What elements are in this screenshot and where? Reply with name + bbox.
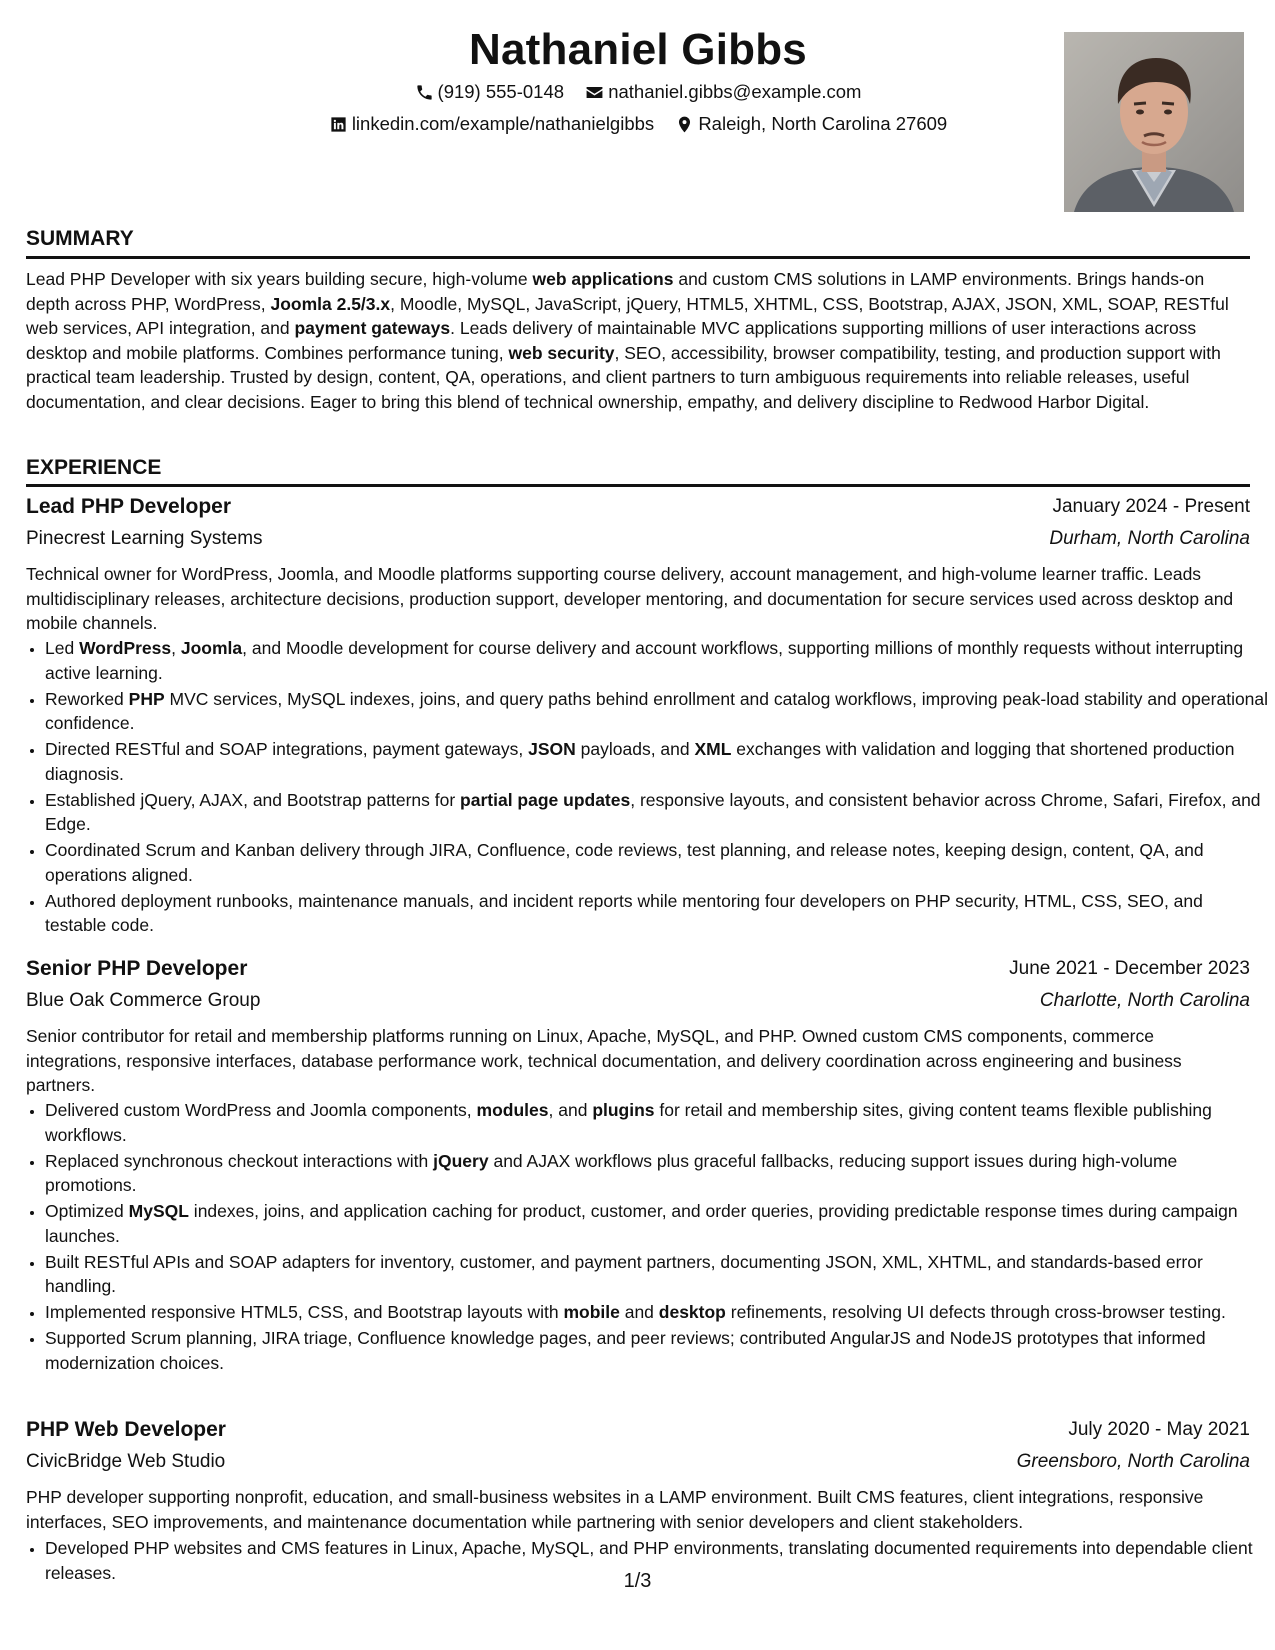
bullet-item: • Delivered custom WordPress and Joomla components, modules, and plugins for retail and membership sites, giving content teams flexible publishing workflows. (45, 1098, 1269, 1147)
job-location: Greensboro, North Carolina (1016, 1451, 1250, 1472)
map-pin-icon (675, 115, 694, 134)
emphasized-keyword: Joomla (180, 638, 243, 658)
emphasized-keyword: WordPress (79, 638, 172, 658)
emphasized-keyword: web security (508, 342, 615, 363)
summary-heading: SUMMARY (26, 227, 134, 250)
emphasized-keyword: modules (476, 1100, 549, 1120)
job-bullets (26, 1098, 1269, 1377)
bullet-item: • Established jQuery, AJAX, and Bootstrap patterns for partial page updates, responsive layouts, and consistent behavior across Chrome, Safari, Firefox, and Edge. (45, 788, 1269, 837)
summary-divider (26, 256, 1250, 259)
emphasized-keyword: jQuery (433, 1150, 489, 1171)
emphasized-keyword: web applications (532, 269, 674, 289)
linkedin-contact[interactable] (329, 111, 654, 137)
email-contact[interactable] (585, 79, 861, 105)
job-description: PHP developer supporting nonprofit, education, and small-business websites in a LAMP environment. Built CMS features, client integrations, responsive interfaces, SEO improvements, and maintenance documentation while partnering with senior developers and client stakeholders. (26, 1487, 1204, 1532)
job-dates: June 2021 - December 2023 (1009, 958, 1250, 979)
job-title: PHP Web Developer (26, 1418, 226, 1441)
email-text[interactable]: nathaniel.gibbs@example.com (608, 81, 862, 102)
emphasized-keyword: payment gateways (294, 318, 451, 338)
emphasized-keyword: plugins (592, 1100, 655, 1120)
job-description: Senior contributor for retail and membership platforms running on Linux, Apache, MySQL, and PHP. Owned custom CMS components, commerce integrations, responsive interfaces, database performance work, technical documentation, and delivery coordination across engineering and business partners. (26, 1026, 1182, 1095)
summary-text: Lead PHP Developer with six years building secure, high-volume web applications and custom CMS solutions in LAMP environments. Brings hands-on depth across PHP, WordPress, Joomla 2.5/3.x, Moodle, MySQL, JavaScript, jQuery, HTML5, XHTML, CSS, Bootstrap, AJAX, JSON, XML, SOAP, RESTful web services, API integration, and payment gateways. Leads delivery of maintainable MVC applications supporting millions of user interactions across desktop and mobile platforms. Combines performance tuning, web security, SEO, accessibility, browser compatibility, testing, and production support with practical team leadership. Trusted by design, content, QA, operations, and client partners to turn ambiguous requirements into reliable releases, useful documentation, and clear decisions. Eager to bring this blend of technical ownership, empathy, and delivery discipline to Redwood Harbor Digital. (26, 269, 1229, 412)
emphasized-keyword: PHP (128, 688, 165, 709)
bullet-item: • Replaced synchronous checkout interactions with jQuery and AJAX workflows plus graceful fallbacks, reducing support issues during high-volume promotions. (45, 1149, 1269, 1198)
portrait-illustration (1064, 32, 1244, 212)
job-company: Pinecrest Learning Systems (26, 528, 263, 549)
emphasized-keyword: XML (694, 739, 732, 759)
job-location: Charlotte, North Carolina (1039, 990, 1250, 1011)
candidate-name: Nathaniel Gibbs (469, 25, 807, 74)
bullet-item: • Led WordPress, Joomla, and Moodle development for course delivery and account workflows, supporting millions of monthly requests without interrupting active learning. (45, 636, 1269, 685)
job-description: Technical owner for WordPress, Joomla, and Moodle platforms supporting course delivery, account management, and high-volume learner traffic. Leads multidisciplinary releases, architecture decisions, production support, developer mentoring, and documentation for secure services used across desktop and mobile channels. (26, 564, 1234, 633)
job-bullets (26, 636, 1269, 939)
envelope-icon (585, 83, 604, 102)
linkedin-icon (329, 115, 348, 134)
bullet-item: • Built RESTful APIs and SOAP adapters for inventory, customer, and payment partners, documenting JSON, XML, XHTML, and standards-based error handling. (45, 1250, 1269, 1299)
bullet-item: • Directed RESTful and SOAP integrations, payment gateways, JSON payloads, and XML exchanges with validation and logging that shortened production diagnosis. (45, 737, 1269, 786)
bullet-item: • Reworked PHP MVC services, MySQL indexes, joins, and query paths behind enrollment and catalog workflows, improving peak-load stability and operational confidence. (45, 687, 1269, 736)
bullet-item: • Authored deployment runbooks, maintenance manuals, and incident reports while mentoring four developers on PHP security, HTML, CSS, SEO, and testable code. (45, 889, 1269, 938)
location-text: Raleigh, North Carolina 27609 (698, 113, 948, 134)
job-title: Senior PHP Developer (26, 957, 248, 980)
emphasized-keyword: mobile (563, 1302, 620, 1322)
experience-divider (26, 484, 1250, 487)
emphasized-keyword: MySQL (128, 1201, 189, 1221)
job-dates: January 2024 - Present (1052, 496, 1250, 517)
phone-icon (415, 83, 434, 102)
bullet-item: • Implemented responsive HTML5, CSS, and Bootstrap layouts with mobile and desktop refinements, resolving UI defects through cross-browser testing. (45, 1300, 1269, 1325)
experience-heading: EXPERIENCE (26, 456, 162, 479)
job-dates: July 2020 - May 2021 (1068, 1419, 1250, 1440)
bullet-item: • Developed PHP websites and CMS features in Linux, Apache, MySQL, and PHP environments, translating documented requirements into dependable client releases. (45, 1536, 1269, 1585)
emphasized-keyword: partial page updates (460, 789, 631, 810)
resume-header (26, 0, 1250, 225)
bullet-item: • Optimized MySQL indexes, joins, and application caching for product, customer, and order queries, providing predictable response times during campaign launches. (45, 1199, 1269, 1248)
job-company: CivicBridge Web Studio (26, 1451, 226, 1472)
emphasized-keyword: JSON (528, 739, 576, 759)
job-title: Lead PHP Developer (26, 495, 232, 518)
linkedin-text[interactable]: linkedin.com/example/nathanielgibbs (351, 113, 655, 134)
emphasized-keyword: desktop (658, 1302, 726, 1322)
phone-contact (415, 79, 565, 105)
phone-text: (919) 555-0148 (437, 81, 565, 102)
profile-photo (1064, 32, 1244, 212)
job-location: Durham, North Carolina (1049, 528, 1250, 549)
resume-page (26, 0, 1269, 1650)
emphasized-keyword: Joomla 2.5/3.x (270, 293, 391, 314)
bullet-item: • Coordinated Scrum and Kanban delivery through JIRA, Confluence, code reviews, test planning, and release notes, keeping design, content, QA, and operations aligned. (45, 838, 1269, 887)
location-contact (675, 111, 947, 137)
job-company: Blue Oak Commerce Group (26, 990, 261, 1011)
bullet-item: • Supported Scrum planning, JIRA triage, Confluence knowledge pages, and peer reviews; contributed AngularJS and NodeJS prototypes that informed modernization choices. (45, 1326, 1269, 1375)
page-number: 1/3 (623, 1570, 652, 1592)
